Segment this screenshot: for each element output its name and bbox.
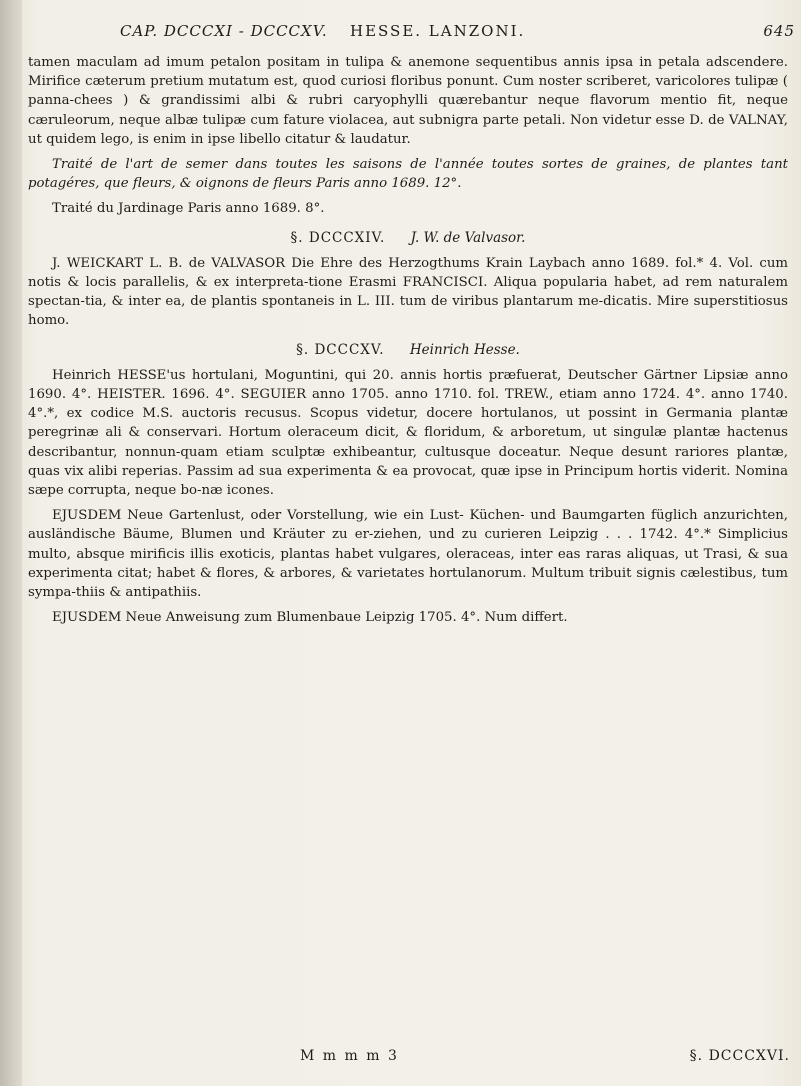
signature-mark: M m m m 3 [300,1048,399,1064]
paragraph-ejusdem-gartenlust: EJUSDEM Neue Gartenlust, oder Vorstellung, wie ein Lust- Küchen- und Baumgarten füglich anzurichten, ausländische Bäume, Blumen und Kräuter zu er-ziehen, und zu curieren Leipzig . . . 1742. 4°.* Simplicius multo, absque mirificis illis exoticis, plantas habet vulgares, oleraceas, inter eas raras aliquas, ut Trasi, & sua experimenta citat; habet & flores, & arbores, & varietates hortulanorum. Multum tribuit signis cælestibus, tum sympa-thiis & antipathiis. [28,508,788,601]
paragraph-traite-semer: Traité de l'art de semer dans toutes les saisons de l'année toutes sortes de graines, de plantes tant potagéres, que fleurs, & oignons de fleurs Paris anno 1689. 12°. [28,157,788,192]
section-number: §. DCCCXIV. [290,229,386,246]
running-header [120,22,795,50]
paragraph-tulip-notes: tamen maculam ad imum petalon positam in tulipa & anemone sequentibus annis ipsa in petala adscendere. Mirifice cæterum pretium mutatum est, quod curiosi floribus ponunt. Cum noster scriberet, varicolores tulipæ ( panna-chees ) & grandissimi albi & rubri caryophylli quærebantur neque flavorum mentio fit, neque cæruleorum, neque albæ tulipæ cum fature violacea, aut subnigra parte petali. Non videtur esse D. de VALNAY, ut quidem lego, is enim in ipse libello citatur & laudatur. [28,55,788,147]
header-names: HESSE. LANZONI. [350,22,526,40]
page-number: 645 [763,22,795,40]
section-heading-814 [28,229,788,248]
section-title: Heinrich Hesse. [409,341,520,358]
page-binding-shadow [0,0,22,1086]
section-number: §. DCCCXV. [296,341,385,358]
paragraph-hesse: Heinrich HESSE'us hortulani, Moguntini, qui 20. annis hortis præfuerat, Deutscher Gärtner Lipsiæ anno 1690. 4°. HEISTER. 1696. 4°. SEGUIER anno 1705. anno 1710. fol. TREW., etiam anno 1724. 4°. anno 1740. 4°.*, ex codice M.S. auctoris recusus. Scopus videtur, docere hortulanos, ut possint in Germania plantæ peregrinæ ali & conservari. Hortum oleraceum dicit, & floridum, & arboretum, ut singulæ plantæ hactenus describantur, nonnun-quam etiam sculptæ exhibeantur, cultusque doceatur. Neque desunt rariores plantæ, quas vix alibi reperias. Passim ad sua experimenta & ea provocat, quæ ipse in Principum hortis viderit. Nomina sæpe corrupta, neque bo-næ icones. [28,367,788,499]
body-text [28,53,788,627]
page-footer [300,1048,790,1070]
paragraph-ejusdem-anweisung: EJUSDEM Neue Anweisung zum Blumenbaue Leipzig 1705. 4°. Num differt. [52,610,568,626]
section-title: J. W. de Valvasor. [410,229,526,246]
paragraph-traite-jardinage: Traité du Jardinage Paris anno 1689. 8°. [52,201,325,217]
header-chapter-range: CAP. DCCCXI - DCCCXV. [120,22,328,40]
catchword: §. DCCCXVI. [689,1048,790,1064]
paragraph-valvasor: J. WEICKART L. B. de VALVASOR Die Ehre des Herzogthums Krain Laybach anno 1689. fol.* 4. Vol. cum notis & locis parallelis, & ex interpreta-tione Erasmi FRANCISCI. Aliqua popularia habet, ad rem naturalem spectan-tia, & inter ea, de plantis spontaneis in L. III. tum de viribus plantarum me-dicatis. Mire superstitiosus homo. [28,255,788,329]
section-heading-815 [28,341,788,360]
